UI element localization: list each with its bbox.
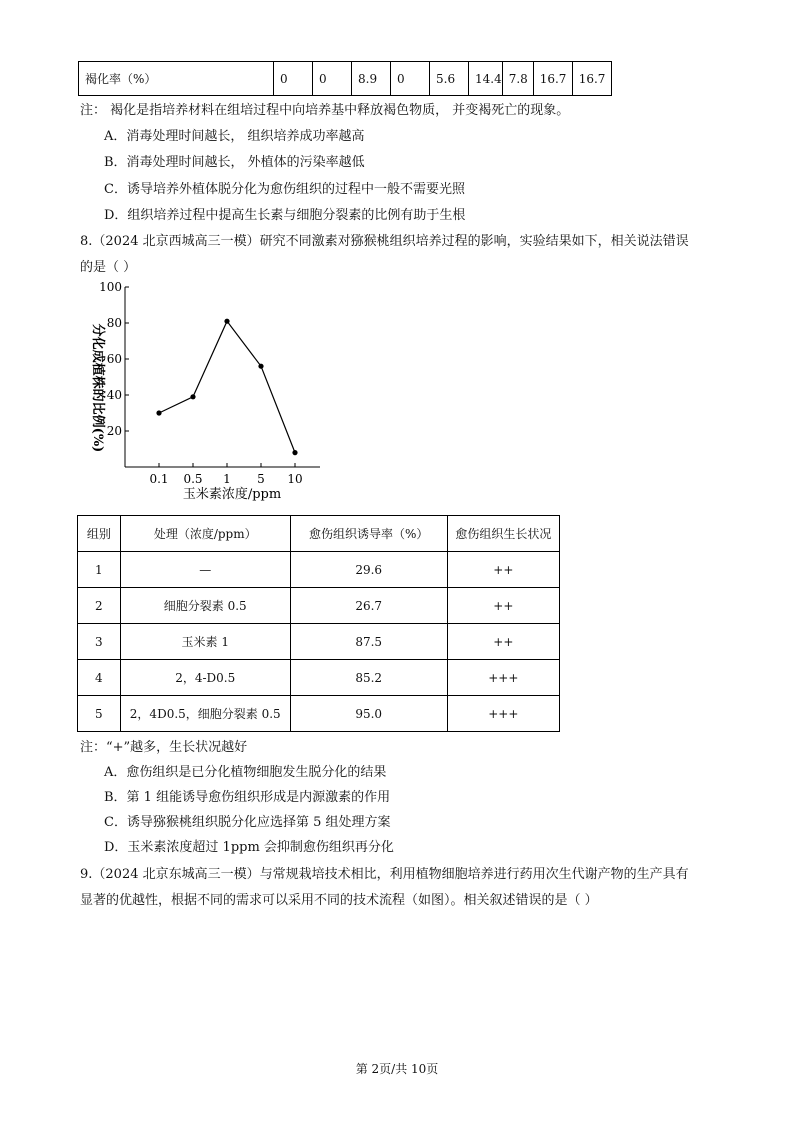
cell-induction-rate: 85.2 <box>290 660 447 696</box>
browning-value: 0 <box>391 62 430 96</box>
y-tick-label: 100 <box>99 280 122 294</box>
q8-option-d: D．玉米素浓度超过 1ppm 会抑制愈伤组织再分化 <box>104 840 394 855</box>
chart-series <box>156 319 297 456</box>
y-tick-label: 20 <box>106 424 122 438</box>
cell-induction-rate: 87.5 <box>290 624 447 660</box>
browning-value: 14.4 <box>469 62 503 96</box>
cell-treatment: 细胞分裂素 0.5 <box>120 588 290 624</box>
table-row <box>78 588 560 624</box>
q8-option-b: B．第 1 组能诱导愈伤组织形成是内源激素的作用 <box>104 790 391 805</box>
browning-value: 7.8 <box>502 62 533 96</box>
table-row <box>78 696 560 732</box>
browning-value: 16.7 <box>572 62 611 96</box>
q9-stem-line1: 9.（2024 北京东城高三一模）与常规栽培技术相比，利用植物细胞培养进行药用次生代谢产物的生产具有 <box>80 867 689 882</box>
cell-treatment: 2，4D0.5，细胞分裂素 0.5 <box>120 696 290 732</box>
page-footer: 第 2页/共 10页 <box>355 1062 439 1076</box>
q8-stem-line2: 的是（ ） <box>80 260 137 275</box>
browning-value: 0 <box>313 62 352 96</box>
browning-value: 16.7 <box>533 62 572 96</box>
cell-treatment: 玉米素 1 <box>120 624 290 660</box>
data-point <box>190 394 195 399</box>
cell-treatment: 2，4-D0.5 <box>120 660 290 696</box>
data-point <box>258 364 263 369</box>
x-tick-label: 0.5 <box>183 472 203 486</box>
cell-treatment: — <box>120 552 290 588</box>
q7-option-a: A．消毒处理时间越长， 组织培养成功率越高 <box>104 129 365 144</box>
table-row <box>79 62 612 96</box>
data-point <box>224 319 229 324</box>
header-treatment: 处理（浓度/ppm） <box>120 516 290 552</box>
series-line <box>159 321 295 452</box>
chart-axes <box>99 280 320 486</box>
browning-value: 8.9 <box>352 62 391 96</box>
header-induction-rate: 愈伤组织诱导率（%） <box>290 516 447 552</box>
y-tick-label: 60 <box>106 352 122 366</box>
cell-growth: +++ <box>447 696 559 732</box>
header-growth: 愈伤组织生长状况 <box>447 516 559 552</box>
browning-note: 注： 褐化是指培养材料在组培过程中向培养基中释放褐色物质， 并变褐死亡的现象。 <box>80 103 570 118</box>
data-point <box>156 410 161 415</box>
table-row <box>78 552 560 588</box>
q7-option-b: B．消毒处理时间越长， 外植体的污染率越低 <box>104 155 365 170</box>
cell-group: 3 <box>78 624 121 660</box>
y-axis-label: 分化成植株的比例(%) <box>90 323 105 453</box>
q8-option-c: C．诱导猕猴桃组织脱分化应选择第 5 组处理方案 <box>104 815 391 830</box>
cell-group: 2 <box>78 588 121 624</box>
y-tick-label: 80 <box>106 316 122 330</box>
cell-group: 4 <box>78 660 121 696</box>
cell-group: 5 <box>78 696 121 732</box>
cell-group: 1 <box>78 552 121 588</box>
browning-rate-table <box>78 61 612 96</box>
browning-value: 5.6 <box>430 62 469 96</box>
q7-option-c: C．诱导培养外植体脱分化为愈伤组织的过程中一般不需要光照 <box>104 182 465 197</box>
x-tick-label: 1 <box>223 472 231 486</box>
zeatin-line-chart <box>80 276 340 506</box>
table-note: 注：“+”越多，生长状况越好 <box>80 740 248 755</box>
data-point <box>292 450 297 455</box>
table-row <box>78 624 560 660</box>
table-row <box>78 660 560 696</box>
cell-growth: ++ <box>447 588 559 624</box>
cell-induction-rate: 26.7 <box>290 588 447 624</box>
cell-induction-rate: 95.0 <box>290 696 447 732</box>
cell-induction-rate: 29.6 <box>290 552 447 588</box>
q8-stem-line1: 8.（2024 北京西城高三一模）研究不同激素对猕猴桃组织培养过程的影响，实验结果如下，相关说法错误 <box>80 234 689 249</box>
cell-growth: ++ <box>447 552 559 588</box>
cell-growth: ++ <box>447 624 559 660</box>
x-tick-label: 5 <box>257 472 265 486</box>
x-tick-label: 10 <box>287 472 303 486</box>
header-group: 组别 <box>78 516 121 552</box>
q8-option-a: A．愈伤组织是已分化植物细胞发生脱分化的结果 <box>104 765 387 780</box>
x-tick-label: 0.1 <box>149 472 169 486</box>
x-axis-label: 玉米素浓度/ppm <box>182 487 282 502</box>
cell-growth: +++ <box>447 660 559 696</box>
browning-label: 褐化率（%） <box>79 62 274 96</box>
y-tick-label: 40 <box>106 388 122 402</box>
table-header-row <box>78 516 560 552</box>
q9-stem-line2: 显著的优越性，根据不同的需求可以采用不同的技术流程（如图）。相关叙述错误的是（ ） <box>80 893 598 908</box>
callus-data-table <box>77 515 560 732</box>
browning-value: 0 <box>274 62 313 96</box>
q7-option-d: D．组织培养过程中提高生长素与细胞分裂素的比例有助于生根 <box>104 208 466 223</box>
